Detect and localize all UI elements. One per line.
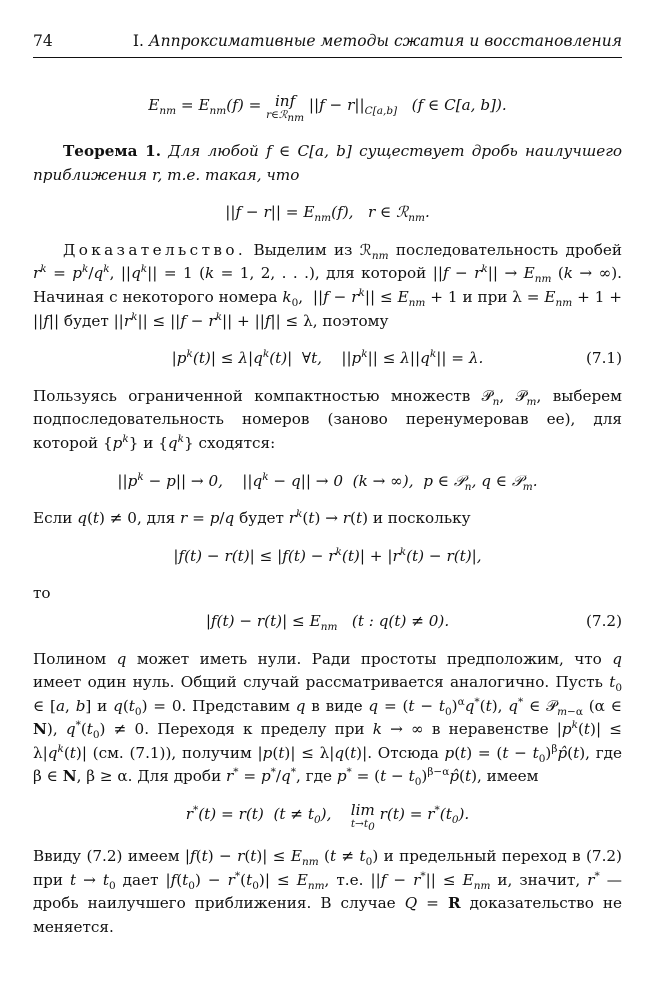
equation-7-1-body: $|p^k(t)| \le \lambda|q^k(t)|$ ∀t, $||p^k|| \le \lambda||q^k|| = \lambda$. bbox=[171, 348, 484, 368]
equation-best-approx-definition: $E_{nm} = E_{nm}(f)$ = inf r∈ℛ$_{nm}$ $||f - r||_{C[a,b]}$ (f ∈ C[a, b]). bbox=[148, 92, 507, 125]
theorem-1 bbox=[33, 140, 622, 187]
theorem-statement: Для любой f ∈ C[a, b] существует дробь наилучшего приближения r, т.е. такая, что bbox=[33, 142, 623, 184]
chapter-numeral: I. bbox=[132, 32, 144, 50]
equation-7-2-body: $|f(t) - r(t)| \le E_{nm}$ (t : q(t) ≠ 0). bbox=[205, 611, 450, 633]
proof-paragraph-1 bbox=[33, 239, 622, 333]
paragraph-then: то bbox=[33, 584, 51, 603]
paragraph-compactness: Пользуясь ограниченной компактностью множеств 𝒫$_n$, 𝒫$_m$, выберем подпоследовательность номеров (заново перенумеровав ее), для которой $\{p^k\}$ и $\{q^k\}$ сходятся: bbox=[33, 386, 622, 452]
equation-limit: r*(t) = r(t) $(t \ne t_0)$, lim $t\to t_0$ $r(t) = r^*(t_0)$. bbox=[185, 801, 470, 834]
equation-theorem: $||f - r|| = E_{nm}(f)$, r ∈ ℛ$_{nm}$. bbox=[225, 203, 430, 225]
proof-text-1: Выделим из ℛ$_{nm}$ последовательность дробей $r^k = p^k/q^k$, $||q^k|| = 1$ (k = 1, 2, . . .), для которой $||f - r^k|| \to E_{nm}$ (k → ∞). Начиная с некоторого номера $k_0$, $||f - r^k|| \le E_{nm} + 1$ и при $\lambda = E_{nm} + 1 + ||f||$ будет $||r^k|| \le ||f - r^k|| + ||f|| \le \lambda$, поэтому bbox=[33, 240, 623, 330]
page-number: 74 bbox=[33, 32, 53, 50]
running-header bbox=[33, 30, 622, 58]
running-title bbox=[133, 30, 622, 54]
proof-label: Доказательство. bbox=[63, 240, 247, 259]
paragraph-polynomial-zeros: Полином q может иметь нули. Ради простоты предположим, что q имеет один нуль. Общий случай рассматривается аналогично. Пусть $t_0$ ∈ [a, b] и $q(t_0) = 0$. Представим q в виде $q = (t - t_0)^\alpha q^*(t)$, q* ∈ 𝒫$_{m-\alpha}$ (α ∈ N), $q^*(t_0) \ne 0$. Переходя к пределу при k → ∞ в неравенстве $|p^k(t)| \le \lambda|q^k(t)|$ (см. (7.1)), получим |p(t)| ≤ λ|q(t)|. Отсюда $p(t) = (t - t_0)^\beta p̂(t)$, где β ∈ N, β ≥ α. Для дроби r* = p*/q*, где $p^* = (t - t_0)^{\beta-\alpha}p̂(t)$, имеем bbox=[33, 649, 622, 789]
paragraph-conclusion: Ввиду (7.2) имеем $|f(t) - r(t)| \le E_{nm}$ $(t \ne t_0)$ и предельный переход в (7.2) при $t \to t_0$ дает $|f(t_0) - r^*(t_0)| \le E_{nm}$, т.е. $||f - r^*|| \le E_{nm}$ и, значит, r* — дробь наилучшего приближения. В случае Q = R доказательство не меняется. bbox=[33, 847, 623, 936]
equation-7-2-tag: (7.2) bbox=[585, 611, 622, 630]
chapter-title: Аппроксимативные методы сжатия и восстановления bbox=[148, 32, 622, 50]
equation-triangle-inequality: $|f(t) - r(t)| \le |f(t) - r^k(t)| + |r^k(t) - r(t)|$, bbox=[173, 545, 482, 565]
equation-7-1-tag: (7.1) bbox=[585, 349, 622, 368]
theorem-label: Теорема 1. bbox=[63, 142, 161, 160]
equation-7-2 bbox=[33, 610, 622, 634]
equation-convergence: $||p^k - p|| \to 0$, $||q^k - q|| \to 0$ (k → ∞), p ∈ 𝒫$_n$, q ∈ 𝒫$_m$. bbox=[117, 470, 538, 493]
equation-7-1 bbox=[33, 347, 622, 371]
page-body bbox=[33, 86, 622, 939]
paragraph-if-q-nonzero: Если q(t) ≠ 0, для r = p/q будет $r^k(t) \to r(t)$ и поскольку bbox=[33, 508, 471, 528]
